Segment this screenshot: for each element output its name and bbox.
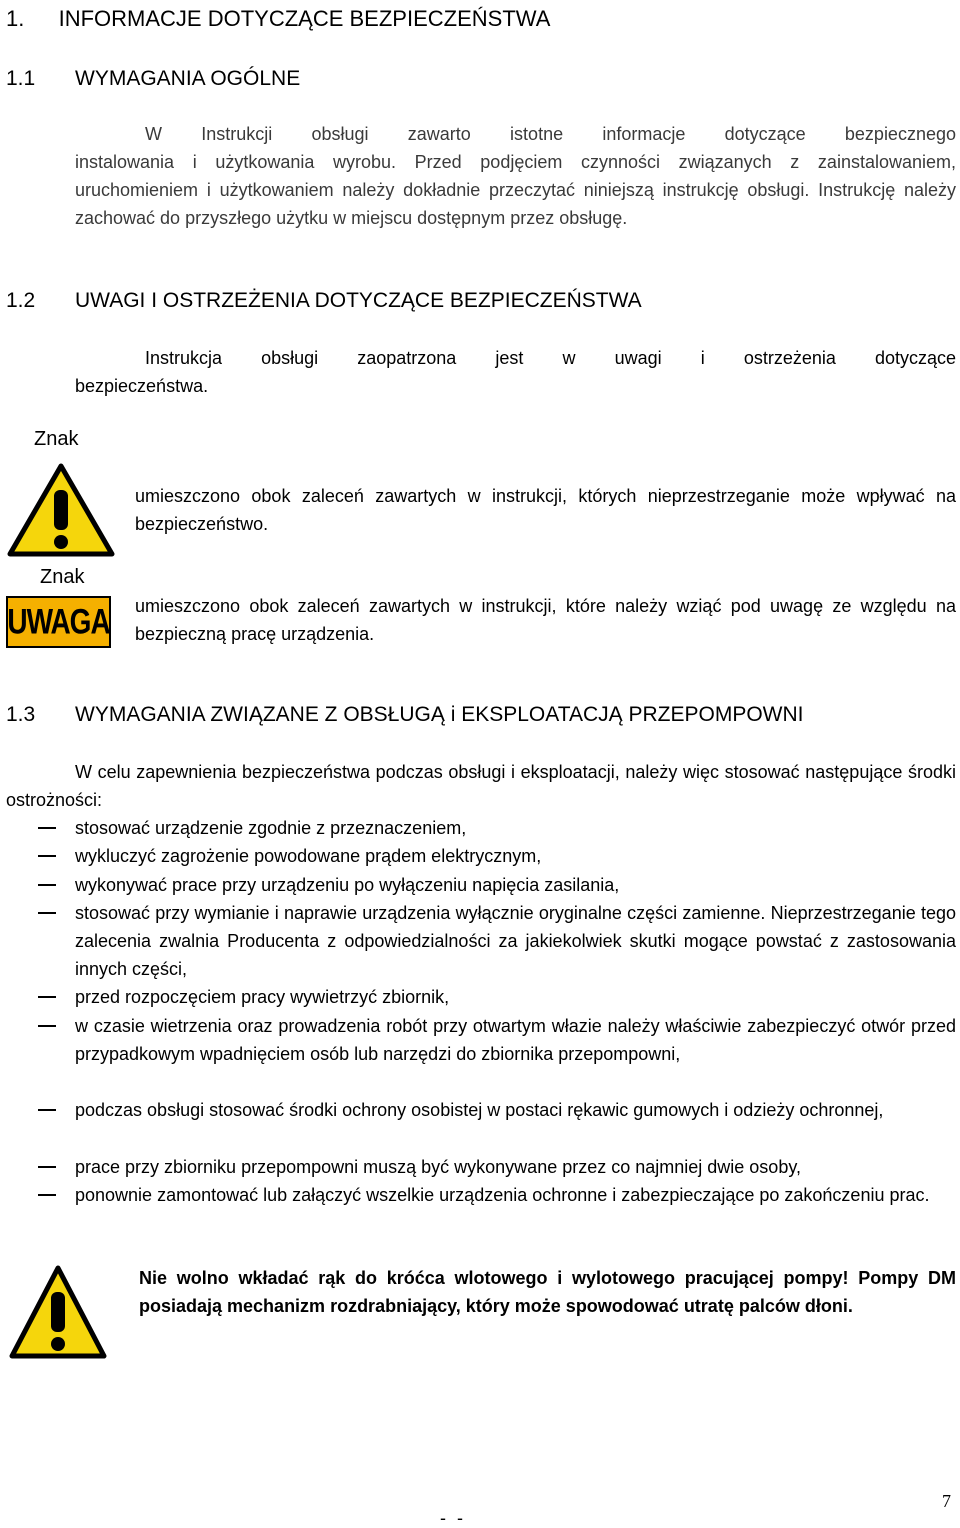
section-number: 1.3 [6,703,36,726]
list-item-text: stosować urządzenie zgodnie z przeznaczeniem, [75,818,467,838]
list-item-text: ponownie zamontować lub załączyć wszelkie urządzenia ochronne i zabezpieczające po zakończeniu prac. [75,1185,930,1205]
paragraph-second-line: bezpieczeństwa. [75,376,209,396]
warning-text: Nie wolno wkładać rąk do króćca wlotowego i wylotowego pracującej pompy! Pompy DM posiadają mechanizm rozdrabniający, który może spowodować utratę palców dłoni. [139,1268,956,1316]
list-item-text: podczas obsługi stosować środki ochrony osobistej w postaci rękawic gumowych i odzieży ochronnej, [75,1100,884,1120]
dash-bullet [38,1025,56,1027]
list-item-text: stosować przy wymianie i naprawie urządzenia wyłącznie oryginalne części zamienne. Nieprzestrzeganie tego zalecenia zwalnia Producenta z odpowiedzialności za jakiekolwiek skutki mogące powstać z zastosowania innych części, [75,903,956,979]
sign1-label: Znak [34,428,79,450]
paragraph-first-line: Instrukcja obsługi zaopatrzona jest w uwagi i ostrzeżenia dotyczące [145,348,956,368]
sign1-description: umieszczono obok zaleceń zawartych w instrukcji, których nieprzestrzeganie może wpływać na bezpieczeństwo. [135,486,956,534]
section-title: WYMAGANIA OGÓLNE [75,67,301,90]
list-item-text: wykluczyć zagrożenie powodowane prądem elektrycznym, [75,846,542,866]
section-title: UWAGI I OSTRZEŻENIA DOTYCZĄCE BEZPIECZEŃSTWA [75,289,642,312]
uwaga-badge-text: UWAGA [7,602,110,641]
chapter-number: 1. [6,6,25,31]
sign2-label: Znak [40,566,85,588]
dash-bullet [38,855,56,857]
section-1-2-paragraph [75,344,956,400]
dash-bullet [38,884,56,886]
dash-bullet [38,996,56,998]
footer-dashes: - - [440,1508,466,1528]
list-item-text: w czasie wietrzenia oraz prowadzenia robót przy otwartym włazie należy właściwie zabezpieczyć otwór przed przypadkowym wpadnięciem osób lub narzędzi do zbiornika przepompowni, [75,1016,956,1064]
paragraph-first-line: W Instrukcji obsługi zawarto istotne informacje dotyczące bezpiecznego [145,124,956,144]
list-item-text: wykonywać prace przy urządzeniu po wyłączeniu napięcia zasilania, [75,875,620,895]
dash-bullet [38,1166,56,1168]
page-number: 7 [942,1491,951,1511]
dash-bullet [38,1109,56,1111]
section-1-3-intro: W celu zapewnienia bezpieczeństwa podczas obsługi i eksploatacji, należy więc stosować następujące środki ostrożności: [6,762,956,810]
dash-bullet [38,912,56,914]
section-number: 1.1 [6,67,36,90]
section-1-1-paragraph [75,120,956,232]
section-number: 1.2 [6,289,36,312]
list-item-text: przed rozpoczęciem pracy wywietrzyć zbiornik, [75,987,450,1007]
warning-triangle-icon [6,462,116,558]
list-item-text: prace przy zbiorniku przepompowni muszą być wykonywane przez co najmniej dwie osoby, [75,1157,801,1177]
dash-bullet [38,1194,56,1196]
warning-triangle-icon [8,1264,108,1360]
section-1-3-heading [6,702,804,728]
sign2-description: umieszczono obok zaleceń zawartych w instrukcji, które należy wziąć pod uwagę ze względu na bezpieczną pracę urządzenia. [135,596,956,644]
paragraph-rest: instalowania i użytkowania wyrobu. Przed podjęciem czynności związanych z zainstalowaniem, uruchomieniem i użytkowaniem należy dokładnie przeczytać niniejszą instrukcję obsługi. Instrukcję należy zachować do przyszłego użytku w miejscu dostępnym przez obsługę. [75,152,956,228]
section-1-2-heading [6,288,642,314]
section-1-1-heading [6,66,301,92]
dash-bullet [38,827,56,829]
section-title: WYMAGANIA ZWIĄZANE Z OBSŁUGĄ i EKSPLOATACJĄ PRZEPOMPOWNI [75,703,804,726]
chapter-title: INFORMACJE DOTYCZĄCE BEZPIECZEŃSTWA [58,6,551,31]
uwaga-badge-icon [6,596,111,648]
chapter-heading [6,6,550,32]
